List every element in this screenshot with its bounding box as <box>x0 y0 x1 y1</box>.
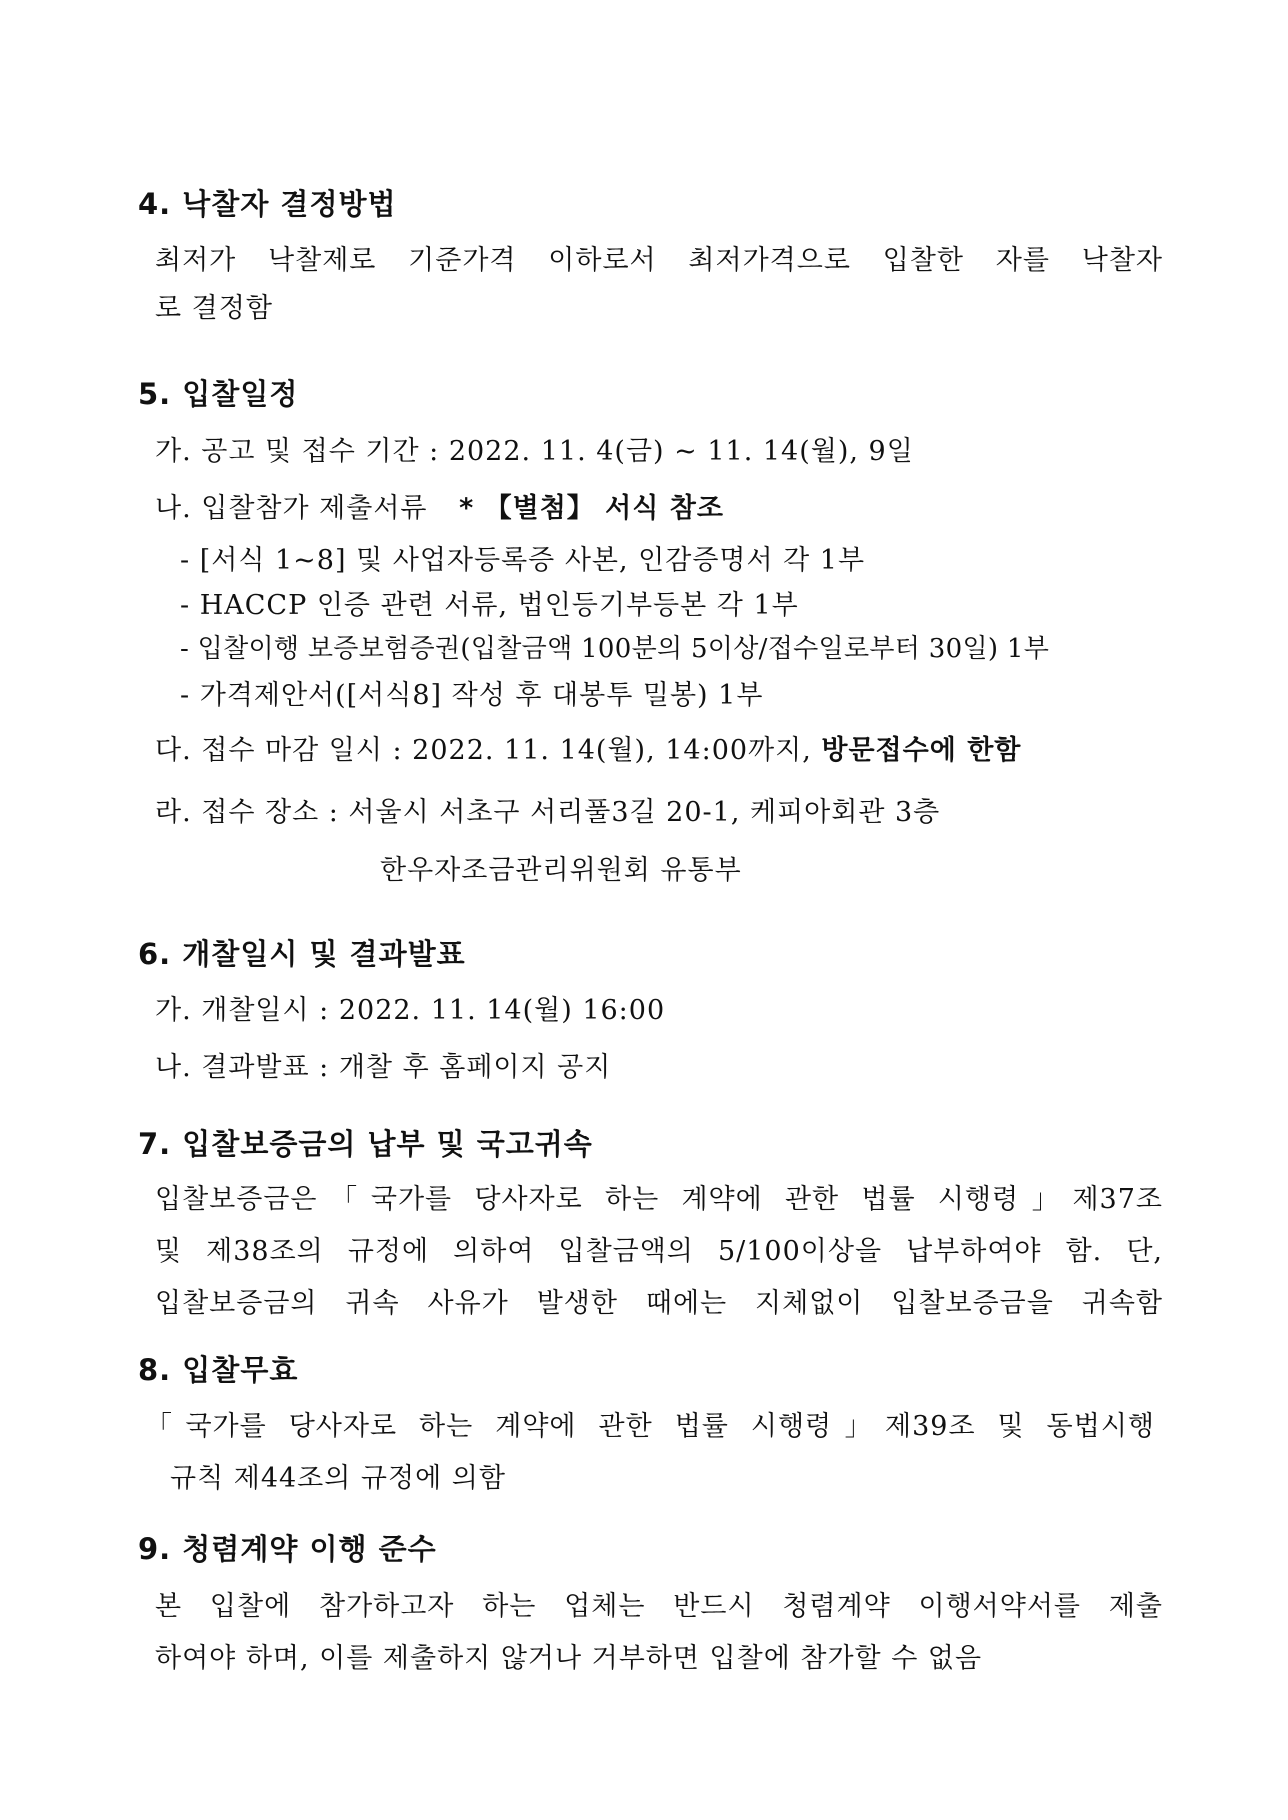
section-5-bullet-1: - [서식 1~8] 및 사업자등록증 사본, 인감증명서 각 1부 <box>180 545 866 576</box>
section-5-heading: 5. 입찰일정 <box>138 377 299 411</box>
section-7-heading: 7. 입찰보증금의 납부 및 국고귀속 <box>138 1127 593 1161</box>
section-9-line-1: 본 입찰에 참가하고자 하는 업체는 반드시 청렴계약 이행서약서를 제출 <box>155 1591 1163 1622</box>
section-5-bullet-2: - HACCP 인증 관련 서류, 법인등기부등본 각 1부 <box>180 590 799 621</box>
section-6-item-ga: 가. 개찰일시 : 2022. 11. 14(월) 16:00 <box>155 995 666 1026</box>
section-9-line-2: 하여야 하며, 이를 제출하지 않거나 거부하면 입찰에 참가할 수 없음 <box>155 1643 983 1674</box>
section-4-line-2: 로 결정함 <box>155 293 273 324</box>
section-8-line-1: 「국가를 당사자로 하는 계약에 관한 법률 시행령」제39조 및 동법시행 <box>145 1411 1155 1442</box>
section-5-item-ra-line-2: 한우자조금관리위원회 유통부 <box>380 855 742 886</box>
section-5-item-da-bold: 방문접수에 한함 <box>821 735 1022 766</box>
section-5-bullet-4: - 가격제안서([서식8] 작성 후 대봉투 밀봉) 1부 <box>180 680 764 711</box>
section-5-item-na <box>155 486 724 525</box>
section-5-item-da <box>155 728 1021 767</box>
section-5-item-ga: 가. 공고 및 접수 기간 : 2022. 11. 4(금) ~ 11. 14(월), 9일 <box>155 436 914 467</box>
section-9-heading: 9. 청렴계약 이행 준수 <box>138 1532 437 1566</box>
section-8-line-2: 규칙 제44조의 규정에 의함 <box>170 1463 506 1494</box>
section-5-item-ra: 라. 접수 장소 : 서울시 서초구 서리풀3길 20-1, 케피아회관 3층 <box>155 797 941 828</box>
section-7-line-1: 입찰보증금은「국가를 당사자로 하는 계약에 관한 법률 시행령」제37조 <box>155 1184 1163 1215</box>
section-5-item-na-note: * 【별첨】 서식 참조 <box>459 493 724 524</box>
section-6-item-na: 나. 결과발표 : 개찰 후 홈페이지 공지 <box>155 1052 612 1083</box>
section-5-bullet-3: - 입찰이행 보증보험증권(입찰금액 100분의 5이상/접수일로부터 30일) 1부 <box>180 634 1050 664</box>
section-5-item-na-label: 나. 입찰참가 제출서류 <box>155 493 428 524</box>
section-7-line-3: 입찰보증금의 귀속 사유가 발생한 때에는 지체없이 입찰보증금을 귀속함 <box>155 1288 1163 1319</box>
section-4-line-1: 최저가 낙찰제로 기준가격 이하로서 최저가격으로 입찰한 자를 낙찰자 <box>155 245 1163 276</box>
section-7-line-2: 및 제38조의 규정에 의하여 입찰금액의 5/100이상을 납부하여야 함. 단, <box>155 1236 1163 1267</box>
section-8-heading: 8. 입찰무효 <box>138 1353 299 1387</box>
section-5-item-da-text: 다. 접수 마감 일시 : 2022. 11. 14(월), 14:00까지, <box>155 735 812 766</box>
section-4-heading: 4. 낙찰자 결정방법 <box>138 187 397 221</box>
section-6-heading: 6. 개찰일시 및 결과발표 <box>138 937 466 971</box>
